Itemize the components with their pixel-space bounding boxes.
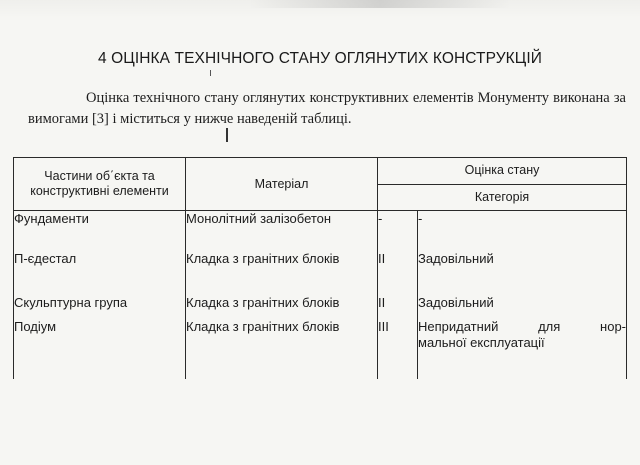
assessment-table <box>13 157 627 379</box>
cell-state: - <box>418 211 627 252</box>
table-row <box>14 295 627 319</box>
cell-category: II <box>378 295 418 319</box>
cell-material: Кладка з гранітних блоків <box>186 295 378 319</box>
header-elements: Частини об΄єкта та конструктивні елементи <box>14 158 186 211</box>
cell-material: Кладка з гранітних блоків <box>186 251 378 295</box>
header-category: Категорія <box>378 184 627 211</box>
scan-bleed-through <box>250 0 510 8</box>
scan-mark <box>210 70 211 76</box>
table-row <box>14 319 627 379</box>
cell-material: Монолітний залізобетон <box>186 211 378 252</box>
cell-category: - <box>378 211 418 252</box>
cell-element: П-єдестал <box>14 251 186 295</box>
intro-paragraph: Оцінка технічного стану оглянутих конструктивних елементів Монументу виконана за вимогами [3] і міститься у нижче наведеній таблиці. <box>28 90 626 127</box>
scan-mark-vertical <box>226 128 228 142</box>
cell-state: Задовільний <box>418 251 627 295</box>
table-row <box>14 211 627 252</box>
cell-state <box>418 319 627 379</box>
cell-element: Фундаменти <box>14 211 186 252</box>
section-title: 4 ОЦІНКА ТЕХНІЧНОГО СТАНУ ОГЛЯНУТИХ КОНСТРУКЦІЙ <box>97 50 543 67</box>
cell-element: Скульптурна група <box>14 295 186 319</box>
header-state: Оцінка стану <box>378 158 627 185</box>
header-material: Матеріал <box>186 158 378 211</box>
table-row <box>14 251 627 295</box>
cell-state: Задовільний <box>418 295 627 319</box>
cell-element: Подіум <box>14 319 186 379</box>
cell-category: II <box>378 251 418 295</box>
cell-state-line2: мальної експлуатації <box>418 335 545 350</box>
cell-material: Кладка з гранітних блоків <box>186 319 378 379</box>
cell-category: III <box>378 319 418 379</box>
cell-state-line1: Непридатний для нор- <box>418 319 627 334</box>
